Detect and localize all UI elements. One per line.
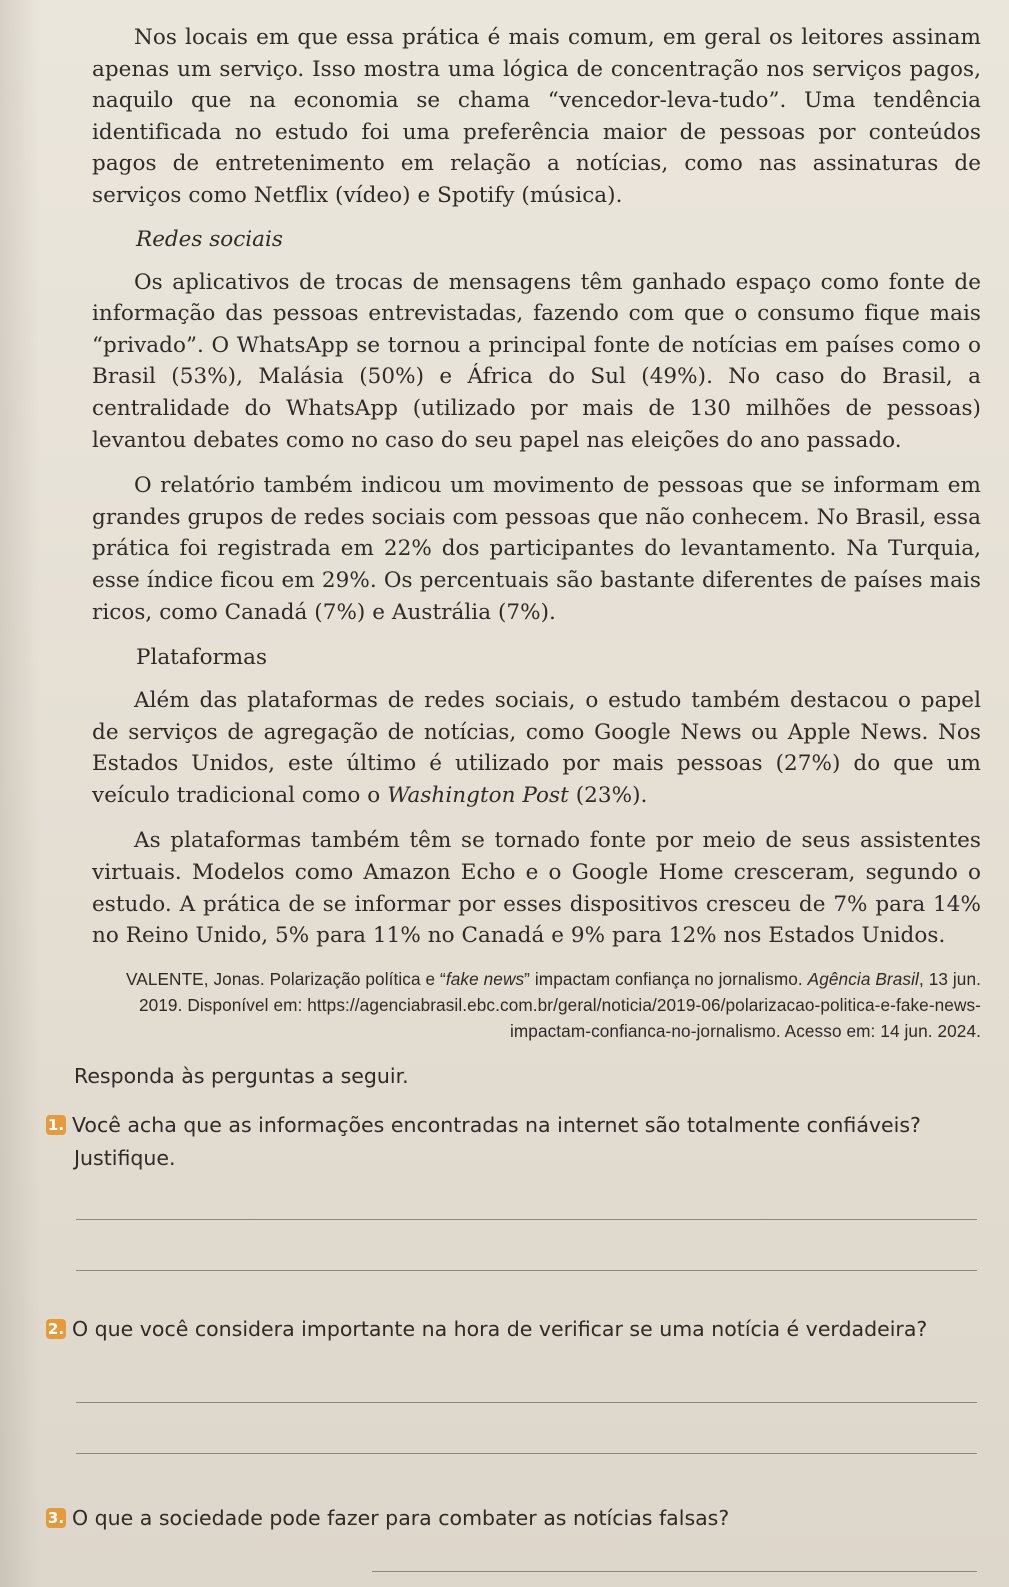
article-paragraph-2: Os aplicativos de trocas de mensagens têm ganhado espaço como fonte de informação das pessoas entrevistadas, fazendo com que o consumo fique mais “privado”. O WhatsApp se tornou a principal fonte de notícias em países como o Brasil (53%), Malásia (50%) e África do Sul (49%). No caso do Brasil, a centralidade do WhatsApp (utilizado por mais de 130 milhões de pessoas) levantou debates como no caso do seu papel nas eleições do ano passado. — [92, 269, 981, 453]
bibliographic-reference — [92, 966, 981, 1044]
section-title-platforms: Plataformas — [136, 645, 268, 671]
page-shadow — [0, 0, 40, 1587]
question-1-text: Você acha que as informações encontradas na internet são totalmente confiáveis? Justifique. — [72, 1112, 921, 1170]
reference-part-1: VALENTE, Jonas. Polarização política e “ — [125, 968, 446, 989]
paragraph-4-text-a: Além das plataformas de redes sociais, o estudo também destacou o papel de serviços de agregação de notícias, como Google News ou Apple News. Nos Estados Unidos, este último é utilizado por mais pessoas (27%) do que um veículo tradicional como o — [92, 688, 981, 808]
answer-line[interactable] — [372, 1571, 977, 1572]
answer-line[interactable] — [76, 1270, 977, 1271]
question-2-text: O que você considera importante na hora de verificar se uma notícia é verdadeira? — [72, 1316, 928, 1341]
question-number-badge: 3. — [47, 1508, 65, 1527]
reference-italic-1: fake news — [445, 968, 525, 989]
reference-italic-2: Agência Brasil — [807, 968, 919, 989]
reference-part-2: ” impactam confiança no jornalismo. — [524, 968, 808, 989]
answer-line[interactable] — [76, 1402, 977, 1403]
answer-line[interactable] — [76, 1453, 977, 1454]
paragraph-4-italic: Washington Post — [387, 782, 569, 808]
paragraph-4-text-b: (23%). — [568, 782, 648, 808]
article-paragraph-3: O relatório também indicou um movimento de pessoas que se informam em grandes grupos de redes sociais com pessoas que não conhecem. No Brasil, essa prática foi registrada em 22% dos participantes do levantamento. Na Turquia, esse índice ficou em 29%. Os percentuais são bastante diferentes de países mais ricos, como Canadá (7%) e Austrália (7%). — [92, 473, 981, 625]
question-3 — [47, 1502, 981, 1535]
article-paragraph-4 — [92, 685, 981, 811]
question-3-text: O que a sociedade pode fazer para combater as notícias falsas? — [72, 1505, 730, 1530]
activity-prompt: Responda às perguntas a seguir. — [74, 1063, 409, 1088]
article-paragraph-5: As plataformas também têm se tornado fonte por meio de seus assistentes virtuais. Modelos como Amazon Echo e o Google Home cresceram, segundo o estudo. A prática de se informar por esses dispositivos cresceu de 7% para 14% no Reino Unido, 5% para 11% no Canadá e 9% para 12% nos Estados Unidos. — [92, 828, 981, 949]
question-number-badge: 1. — [47, 1115, 65, 1134]
answer-line[interactable] — [76, 1219, 977, 1220]
question-1 — [47, 1109, 981, 1175]
reference-part-3: , 13 jun. 2019. Disponível em: https://agenciabrasil.ebc.com.br/geral/noticia/2019-06/polarizacao-politica-e-fake-news-impactam-confianca-no-jornalismo. Acesso em: 14 jun. 2024. — [138, 968, 981, 1041]
article-paragraph-1: Nos locais em que essa prática é mais comum, em geral os leitores assinam apenas um serviço. Isso mostra uma lógica de concentração nos serviços pagos, naquilo que na economia se chama “vencedor-leva-tudo”. Uma tendência identificada no estudo foi uma preferência maior de pessoas por conteúdos pagos de entretenimento em relação a notícias, como nas assinaturas de serviços como Netflix (vídeo) e Spotify (música). — [92, 25, 981, 208]
question-number-badge: 2. — [47, 1319, 65, 1338]
question-2 — [47, 1313, 981, 1346]
section-title-social: Redes sociais — [136, 226, 283, 252]
